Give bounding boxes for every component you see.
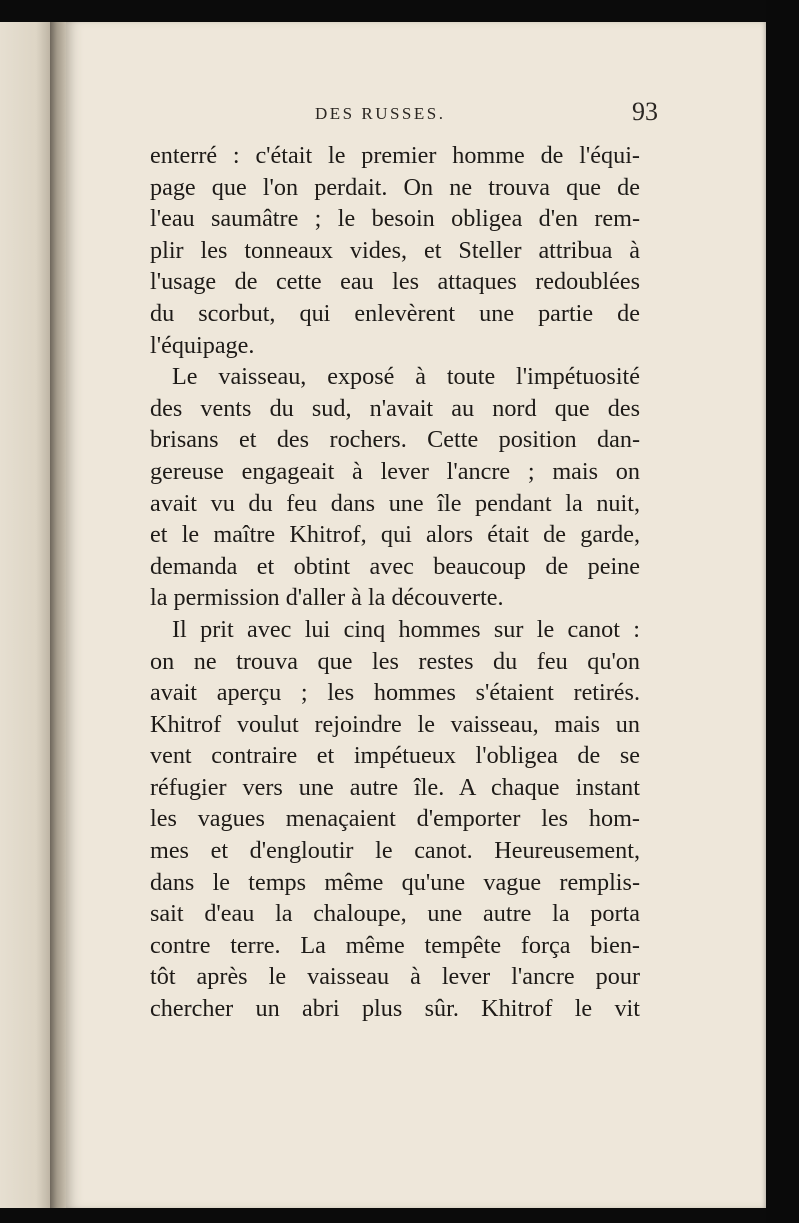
text-line: plir les tonneaux vides, et Steller attribua à bbox=[150, 236, 640, 264]
text-line: tôt après le vaisseau à lever l'ancre pour bbox=[150, 963, 640, 991]
text-line: page que l'on perdait. On ne trouva que de bbox=[150, 173, 640, 201]
text-line: mes et d'engloutir le canot. Heureusement, bbox=[150, 837, 640, 865]
facing-page-edge bbox=[0, 22, 52, 1208]
text-line: l'eau saumâtre ; le besoin obligea d'en rem- bbox=[150, 205, 640, 233]
text-line: des vents du sud, n'avait au nord que des bbox=[150, 394, 640, 422]
text-line: réfugier vers une autre île. A chaque instant bbox=[150, 773, 640, 801]
text-line: gereuse engageait à lever l'ancre ; mais on bbox=[150, 457, 640, 485]
text-line: Khitrof voulut rejoindre le vaisseau, mais un bbox=[150, 710, 640, 738]
text-line: demanda et obtint avec beaucoup de peine bbox=[150, 552, 640, 580]
text-line: vent contraire et impétueux l'obligea de se bbox=[150, 742, 640, 770]
text-line: contre terre. La même tempête força bien- bbox=[150, 931, 640, 959]
text-line: sait d'eau la chaloupe, une autre la porta bbox=[150, 900, 640, 928]
scan-background bbox=[766, 0, 799, 1223]
text-line: on ne trouva que les restes du feu qu'on bbox=[150, 647, 640, 675]
paragraph-start-line: Le vaisseau, exposé à toute l'impétuosité bbox=[172, 363, 640, 391]
text-line: l'équipage. bbox=[150, 331, 255, 359]
text-line: enterré : c'était le premier homme de l'équi- bbox=[150, 142, 640, 169]
text-line: avait vu du feu dans une île pendant la nuit, bbox=[150, 489, 640, 517]
text-line: du scorbut, qui enlevèrent une partie de bbox=[150, 299, 640, 327]
text-line: les vagues menaçaient d'emporter les hom- bbox=[150, 805, 640, 833]
text-line: la permission d'aller à la découverte. bbox=[150, 584, 504, 612]
text-line: avait aperçu ; les hommes s'étaient retirés. bbox=[150, 679, 640, 707]
paragraph-start-line: Il prit avec lui cinq hommes sur le canot : bbox=[172, 615, 640, 643]
text-line: brisans et des rochers. Cette position dan- bbox=[150, 426, 640, 454]
body-text bbox=[150, 140, 640, 1025]
text-line: chercher un abri plus sûr. Khitrof le vit bbox=[150, 995, 640, 1023]
running-head-title: DES RUSSES. bbox=[315, 104, 446, 123]
page-number: 93 bbox=[632, 97, 658, 126]
text-line: dans le temps même qu'une vague remplis- bbox=[150, 868, 640, 896]
text-line: et le maître Khitrof, qui alors était de garde, bbox=[150, 521, 640, 549]
text-line: l'usage de cette eau les attaques redoublées bbox=[150, 268, 640, 296]
running-head bbox=[80, 84, 658, 124]
